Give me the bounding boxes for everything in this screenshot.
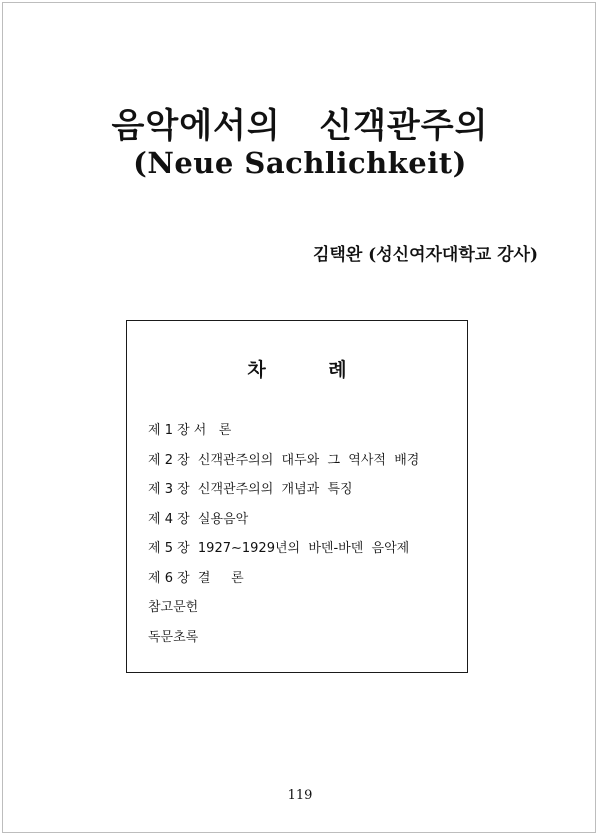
document-title: 음악에서의 신객관주의 (111, 106, 489, 146)
toc-item-chapter-3: 제 3 장 신객관주의의 개념과 특징 (148, 482, 353, 497)
document-subtitle: (Neue Sachlichkeit) (133, 146, 467, 180)
toc-item-chapter-1: 제 1 장 서 론 (148, 423, 232, 438)
page-number: 119 (287, 788, 313, 803)
toc-item-german-abstract: 독문초록 (148, 629, 199, 645)
table-of-contents (126, 320, 468, 673)
toc-item-chapter-6: 제 6 장 결 론 (148, 570, 244, 586)
toc-heading: 차 례 (247, 359, 375, 381)
toc-item-chapter-4: 제 4 장 실용음악 (148, 511, 249, 527)
toc-item-references: 참고문헌 (148, 600, 199, 615)
toc-item-chapter-2: 제 2 장 신객관주의의 대두와 그 역사적 배경 (148, 452, 420, 468)
toc-list (148, 421, 419, 657)
toc-item-chapter-5: 제 5 장 1927∼1929년의 바덴-바덴 음악제 (148, 541, 410, 556)
author-line: 김택완 (성신여자대학교 강사) (313, 245, 538, 265)
